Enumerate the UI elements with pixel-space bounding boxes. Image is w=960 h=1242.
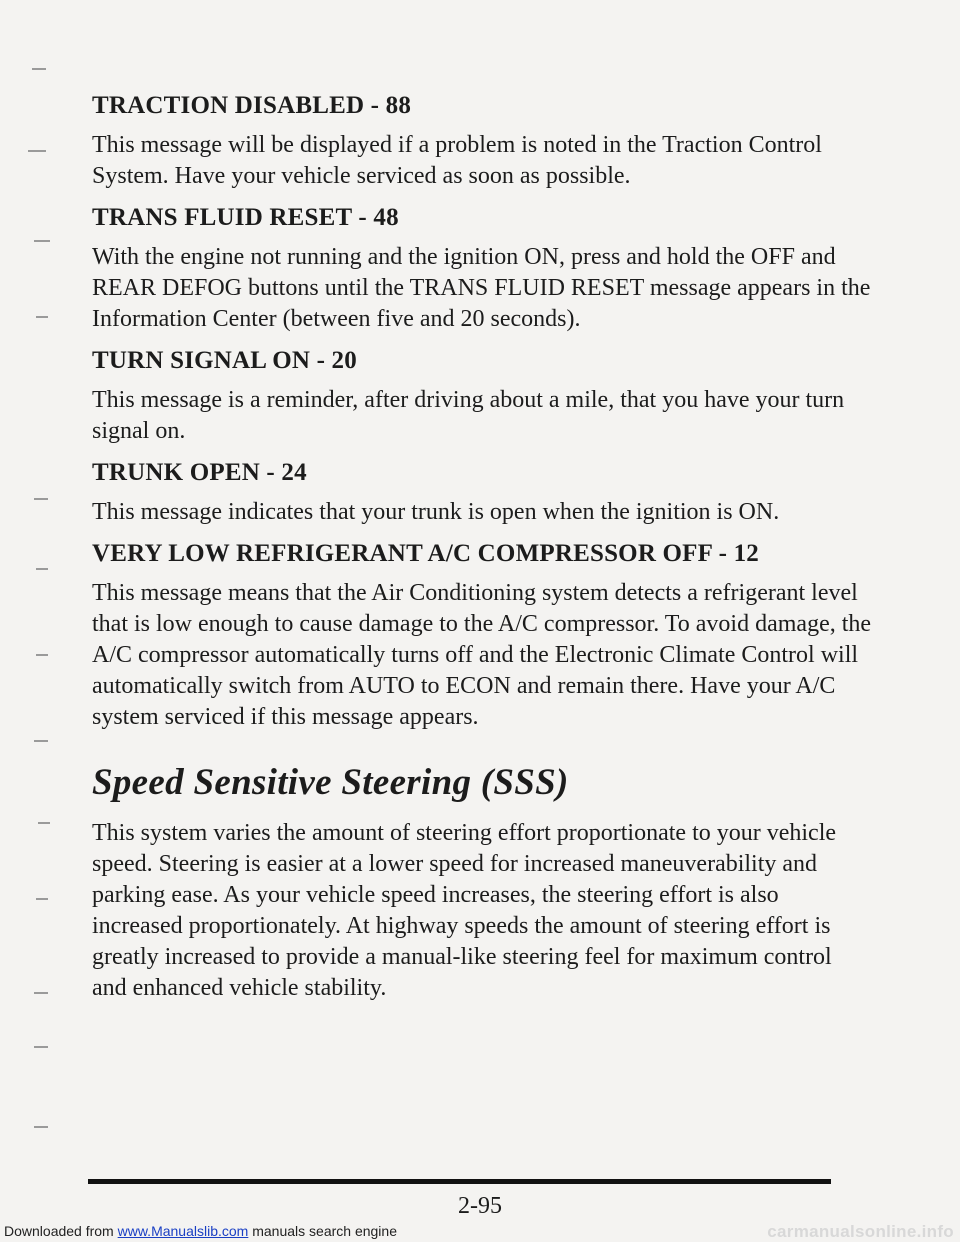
entry-body-trans-fluid-reset: With the engine not running and the ignition ON, press and hold the OFF and REAR DEFOG buttons until the TRANS FLUID RESET message appears in the Information Center (between five and 20 seconds). <box>92 244 871 332</box>
entry-body-very-low-refrigerant: This message means that the Air Conditioning system detects a refrigerant level that is low enough to cause damage to the A/C compressor. To avoid damage, the A/C compressor automatically turns off and the Electronic Climate Control will automatically switch from AUTO to ECON and remain there. Have your A/C system serviced if this message appears. <box>92 580 872 730</box>
watermark: carmanualsonline.info <box>767 1222 954 1241</box>
manualslib-link[interactable]: www.Manualslib.com <box>117 1223 249 1239</box>
entry-title-turn-signal-on: TURN SIGNAL ON - 20 <box>92 347 357 374</box>
entry-body-trunk-open: This message indicates that your trunk is open when the ignition is ON. <box>92 499 780 525</box>
download-footer <box>0 1222 960 1242</box>
section-title-speed-sensitive-steering: Speed Sensitive Steering (SSS) <box>92 762 569 803</box>
entry-title-traction-disabled: TRACTION DISABLED - 88 <box>92 92 412 119</box>
section-body-speed-sensitive-steering: This system varies the amount of steering effort proportionate to your vehicle speed. Steering is easier at a lower speed for increased maneuverability and parking ease. As your vehicle speed increases, the steering effort is also increased proportionately. At highway speeds the amount of steering effort is greatly increased to provide a manual-like steering feel for maximum control and enhanced vehicle stability. <box>92 820 837 1001</box>
entry-body-turn-signal-on: This message is a reminder, after driving about a mile, that you have your turn signal on. <box>92 387 845 444</box>
entry-title-very-low-refrigerant: VERY LOW REFRIGERANT A/C COMPRESSOR OFF - 12 <box>92 540 760 567</box>
page-number: 2-95 <box>458 1193 502 1219</box>
footer-prefix: Downloaded from <box>4 1223 118 1239</box>
entry-title-trans-fluid-reset: TRANS FLUID RESET - 48 <box>92 204 399 231</box>
entry-body-traction-disabled: This message will be displayed if a problem is noted in the Traction Control System. Have your vehicle serviced as soon as possible. <box>92 132 822 189</box>
page-content <box>92 92 872 1016</box>
footer-credit <box>4 1223 397 1239</box>
scan-margin-marks <box>28 0 68 1242</box>
footer-rule <box>88 1179 831 1184</box>
entry-title-trunk-open: TRUNK OPEN - 24 <box>92 459 307 486</box>
footer-suffix: manuals search engine <box>248 1223 397 1239</box>
